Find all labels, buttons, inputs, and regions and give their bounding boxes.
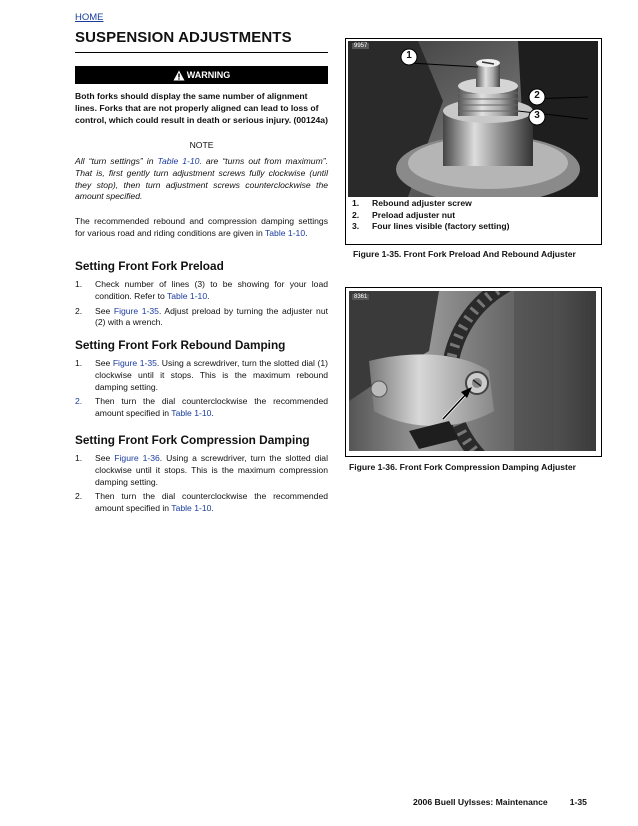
note-heading: NOTE bbox=[189, 140, 214, 150]
warning-label: WARNING bbox=[186, 70, 231, 80]
list-item: 2. Then turn the dial counterclockwise the recommended amount specified in Table 1-10. bbox=[75, 491, 328, 514]
callout-3: 3 bbox=[534, 110, 540, 121]
figure-link[interactable]: Figure 1-35 bbox=[113, 305, 159, 316]
page-footer bbox=[413, 797, 587, 807]
list-item: 1. Rebound adjuster screw bbox=[352, 198, 472, 208]
figure-35-caption: Figure 1-35. Front Fork Preload And Rebound Adjuster bbox=[353, 249, 576, 259]
figure-tag: 9957 bbox=[354, 43, 368, 49]
figure-1-36 bbox=[345, 287, 602, 457]
table-link[interactable]: Table 1-10 bbox=[166, 290, 208, 301]
list-item: 2. Preload adjuster nut bbox=[352, 209, 456, 220]
figure-link[interactable]: Figure 1-36 bbox=[114, 453, 160, 463]
table-link[interactable]: Table 1-10 bbox=[171, 503, 212, 514]
callout-1: 1 bbox=[406, 50, 412, 61]
footer-title: 2006 Buell Uylsses: Maintenance bbox=[413, 797, 548, 807]
table-link[interactable]: Table 1-10 bbox=[264, 227, 306, 238]
callout-markers bbox=[346, 39, 601, 195]
figure-36-caption: Figure 1-36. Front Fork Compression Damping Adjuster bbox=[349, 462, 576, 472]
section-heading-preload: Setting Front Fork Preload bbox=[75, 259, 224, 273]
note-text: All “turn settings” in Table 1-10. are “turns out from maximum”. That is, first gently turn adjustment screws fully clockwise (until they stop), then turn adjustment screws counterclockwise the amount specified. bbox=[75, 156, 328, 202]
figure-35-legend bbox=[352, 198, 596, 233]
list-item: 3. Four lines visible (factory setting) bbox=[352, 221, 510, 231]
callout-2: 2 bbox=[534, 90, 540, 101]
list-item: 1. See Figure 1-36. Using a screwdriver, turn the slotted dial clockwise until it stops. This is the maximum compression damping setting. bbox=[75, 453, 328, 487]
table-link[interactable]: Table 1-10 bbox=[171, 408, 212, 419]
fork-compression-photo bbox=[349, 291, 596, 451]
intro-paragraph: The recommended rebound and compression damping settings for various road and riding conditions are given in Table 1-10. bbox=[75, 216, 328, 238]
page-title: SUSPENSION ADJUSTMENTS bbox=[75, 29, 292, 46]
rebound-steps bbox=[75, 358, 328, 423]
figure-tag: 8361 bbox=[354, 294, 368, 300]
list-item: 1. Check number of lines (3) to be showing for your load condition. Refer to Table 1-10. bbox=[75, 279, 328, 301]
list-item: 1. See Figure 1-35. Using a screwdriver, turn the slotted dial (1) clockwise until it stops. This is the maximum rebound damping setting. bbox=[75, 358, 328, 392]
title-rule bbox=[75, 52, 328, 53]
page-number: 1-35 bbox=[569, 797, 587, 807]
list-item: 2. See Figure 1-35. Adjust preload by turning the adjuster nut (2) with a wrench. bbox=[75, 305, 329, 328]
warning-text: Both forks should display the same number of alignment lines. Forks that are not properly aligned can lead to loss of control, which could result in death or serious injury. (00124a) bbox=[75, 91, 328, 126]
section-heading-compression: Setting Front Fork Compression Damping bbox=[75, 433, 310, 447]
compression-steps bbox=[75, 453, 328, 518]
section-heading-rebound: Setting Front Fork Rebound Damping bbox=[75, 338, 286, 352]
table-link[interactable]: Table 1-10 bbox=[157, 156, 200, 166]
figure-link[interactable]: Figure 1-35 bbox=[112, 358, 157, 368]
preload-steps bbox=[75, 279, 328, 332]
list-item: 2. Then turn the dial counterclockwise the recommended amount specified in Table 1-10. bbox=[75, 396, 328, 419]
warning-triangle-icon bbox=[173, 70, 185, 81]
home-link[interactable]: HOME bbox=[75, 12, 104, 23]
warning-banner bbox=[75, 66, 328, 84]
